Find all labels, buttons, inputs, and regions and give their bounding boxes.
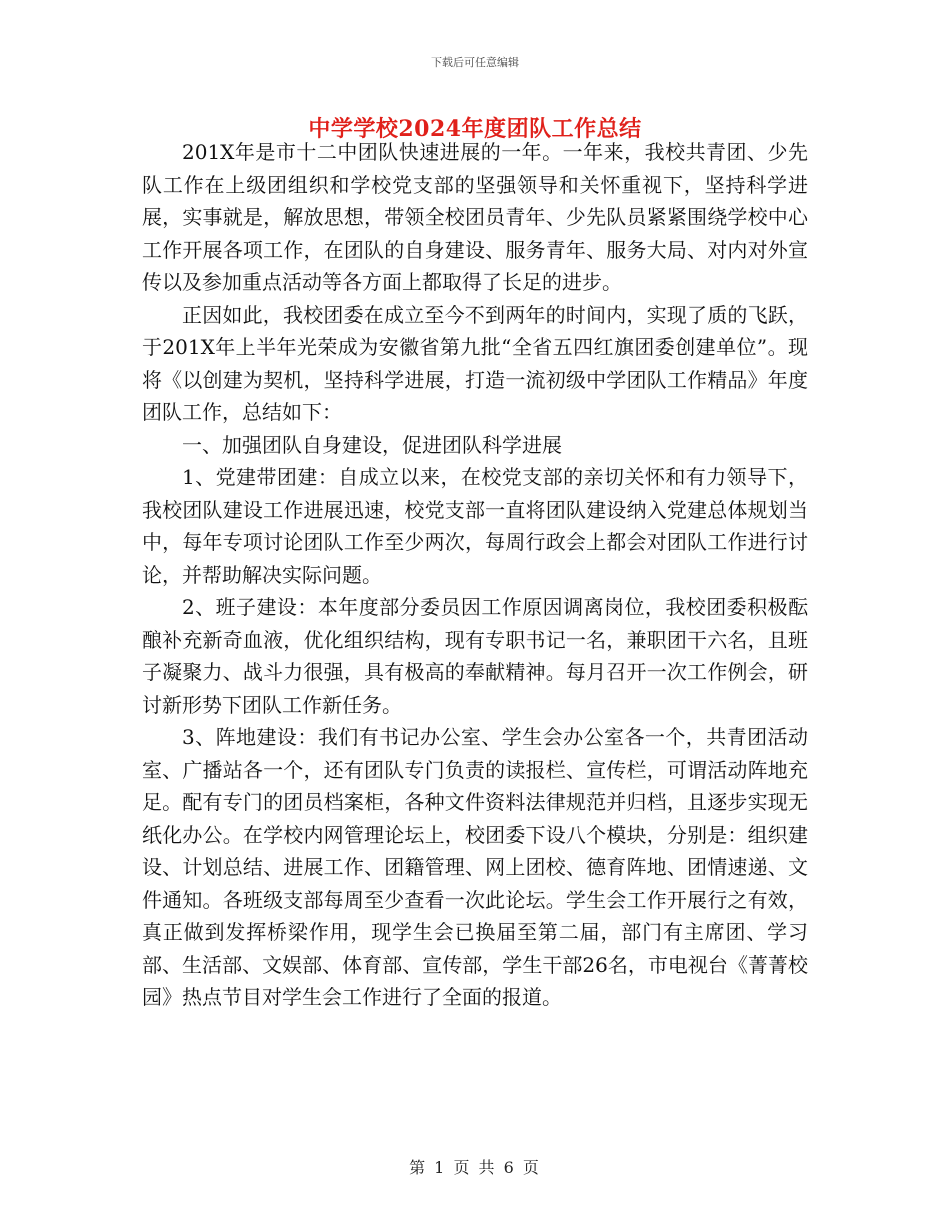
page-footer: 第 1 页 共 6 页: [409, 1158, 541, 1177]
header-note: 下载后可任意编辑: [431, 56, 519, 69]
section-heading-1: 一、加强团队自身建设，促进团队科学进展: [182, 432, 562, 457]
paragraph-intro: 201X年是市十二中团队快速进展的一年。一年来，我校共青团、少先队工作在上级团组织和学校党支部的坚强领导和关怀重视下，坚持科学进展，实事就是，解放思想，带领全校团员青年、少先队员紧紧围绕学校中心工作开展各项工作，在团队的自身建设、服务青年、服务大局、对内对外宣传以及参加重点活动等各方面上都取得了长足的进步。: [142, 140, 808, 294]
paragraph-party-building: 1、党建带团建：自成立以来，在校党支部的亲切关怀和有力领导下，我校团队建设工作进展迅速，校党支部一直将团队建设纳入党建总体规划当中，每年专项讨论团队工作至少两次，每周行政会上都会对团队工作进行讨论，并帮助解决实际问题。: [142, 465, 808, 587]
paragraph-team-building: 2、班子建设：本年度部分委员因工作原因调离岗位，我校团委积极酝酿补充新奇血液，优化组织结构，现有专职书记一名，兼职团干六名，且班子凝聚力、战斗力很强，具有极高的奉献精神。每月召开一次工作例会，研讨新形势下团队工作新任务。: [142, 595, 808, 717]
document-body: [142, 136, 808, 1014]
paragraph-position-building: 3、阵地建设：我们有书记办公室、学生会办公室各一个，共青团活动室、广播站各一个，还有团队专门负责的读报栏、宣传栏，可谓活动阵地充足。配有专门的团员档案柜，各种文件资料法律规范并归档，且逐步实现无纸化办公。在学校内网管理论坛上，校团委下设八个模块，分别是：组织建设、计划总结、进展工作、团籍管理、网上团校、德育阵地、团情速递、文件通知。各班级支部每周至少查看一次此论坛。学生会工作开展行之有效，真正做到发挥桥梁作用，现学生会已换届至第二届，部门有主席团、学习部、生活部、文娱部、体育部、宣传部，学生干部26名，市电视台《菁菁校园》热点节目对学生会工作进行了全面的报道。: [142, 725, 808, 1009]
paragraph-achievement: 正因如此，我校团委在成立至今不到两年的时间内，实现了质的飞跃，于201X年上半年光荣成为安徽省第九批“全省五四红旗团委创建单位”。现将《以创建为契机，坚持科学进展，打造一流初级中学团队工作精品》年度团队工作，总结如下：: [142, 302, 808, 424]
document-title: 中学学校2024年度团队工作总结: [308, 116, 642, 142]
